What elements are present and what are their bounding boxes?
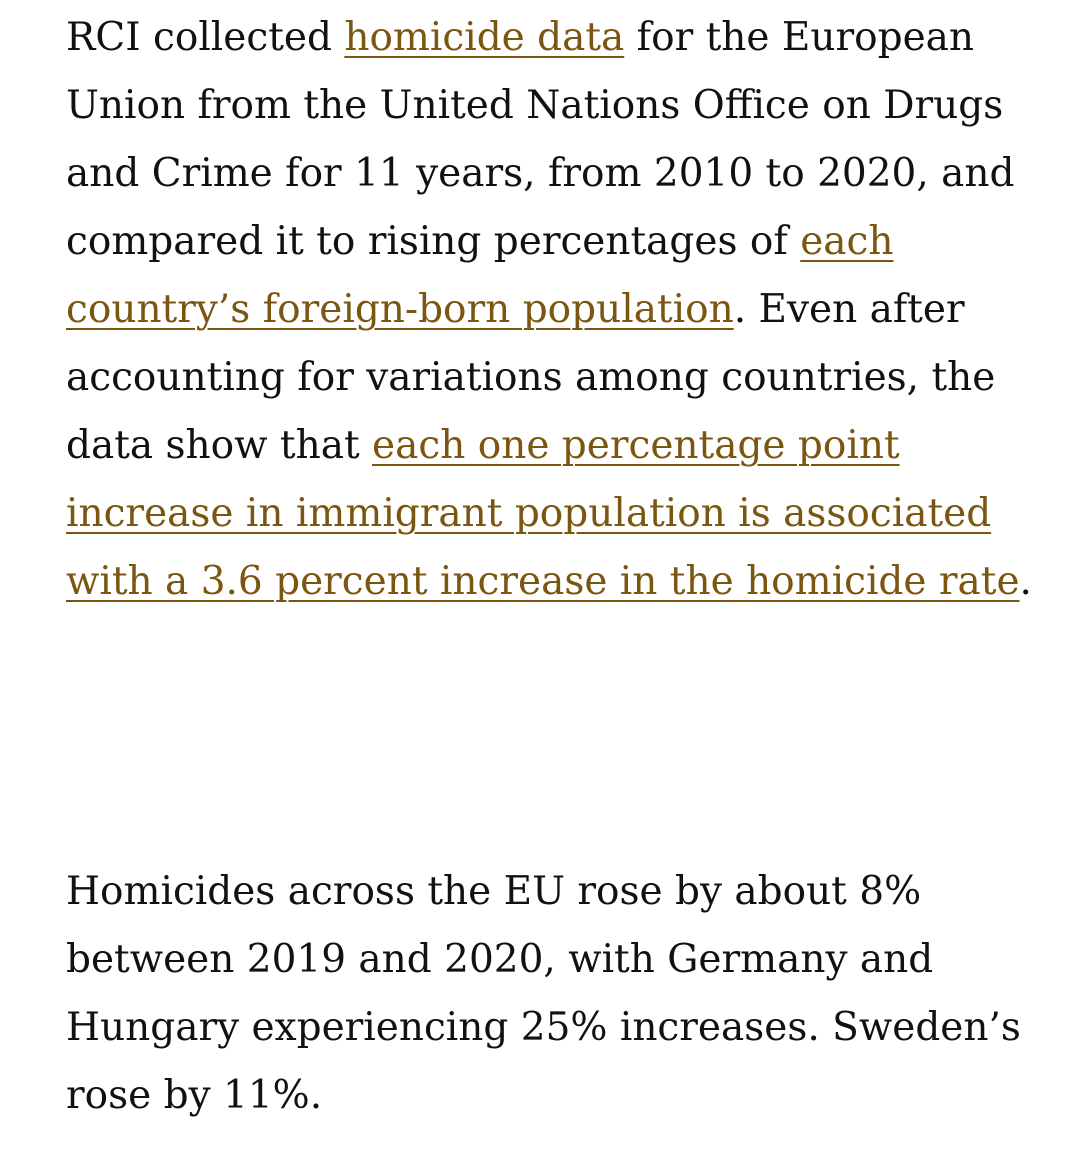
paragraph-text: RCI collected: [66, 15, 345, 60]
foreign-born-population-link[interactable]: each country’s foreign-born population: [66, 219, 894, 332]
paragraph-text: for the European Union from the United Nations Office on Drugs and Crime for 11 years, from 2010 to 2020, and compared it to rising percentages of: [66, 15, 1015, 264]
paragraph-text: .: [1019, 559, 1032, 604]
paragraph-text: . Even after accounting for variations among countries, the data show that: [66, 287, 996, 468]
homicide-increase-link[interactable]: each one percentage point increase in immigrant population is associated with a 3.6 percent increase in the homicide rate: [66, 423, 1020, 604]
homicide-data-link[interactable]: homicide data: [344, 15, 625, 60]
paragraph-homicide-data: [66, 4, 1056, 616]
paragraph-eu-homicides: Homicides across the EU rose by about 8% between 2019 and 2020, with Germany and Hungary experiencing 25% increases. Sweden’s rose by 11%.: [66, 869, 1021, 1118]
